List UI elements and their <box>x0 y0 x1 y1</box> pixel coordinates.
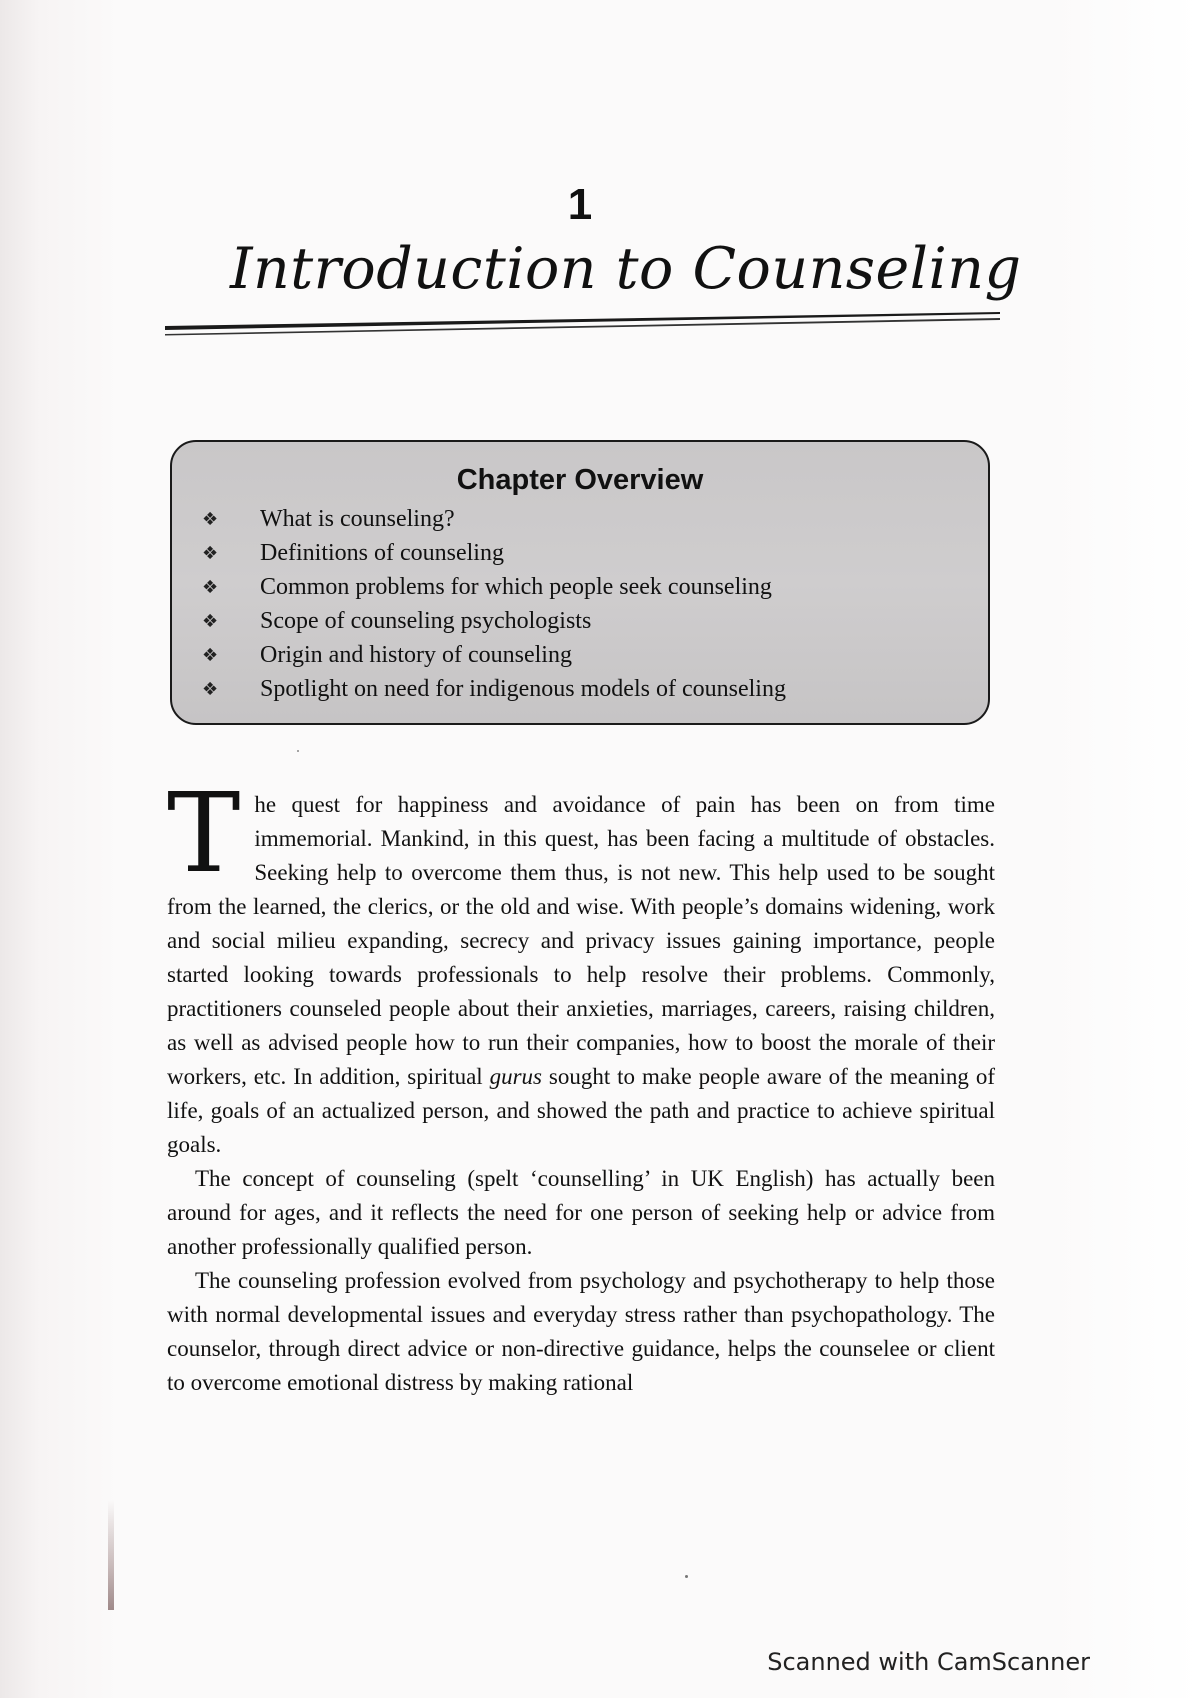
scan-speck <box>297 750 299 752</box>
overview-item-text: What is counseling? <box>260 505 455 532</box>
drop-cap: T <box>167 769 241 897</box>
paragraph-1 <box>167 769 996 1162</box>
paragraph-2: The concept of counseling (spelt ‘counselling’ in UK English) has actually been around for ages, and it reflects the need for one person of seeking help or advice from another professionally qualified person. <box>167 1166 995 1259</box>
overview-item-text: Scope of counseling psychologists <box>260 607 592 634</box>
body-text <box>167 769 996 1400</box>
paragraph-3: The counseling profession evolved from psychology and psychotherapy to help those with normal developmental issues and everyday stress rather than psychopathology. The counselor, through direct advice or non-directive guidance, helps the counselee or client to overcome emotional distress by making rational <box>167 1268 995 1395</box>
overview-item-text: Origin and history of counseling <box>260 641 572 668</box>
diamond-bullet-icon: ❖ <box>202 542 219 564</box>
diamond-bullet-icon: ❖ <box>202 678 219 700</box>
title-underline-rule <box>165 300 1000 340</box>
overview-item-text: Common problems for which people seek counseling <box>260 573 772 600</box>
overview-item-text: Spotlight on need for indigenous models of counseling <box>260 675 786 702</box>
overview-item <box>202 672 786 706</box>
scanner-watermark: Scanned with CamScanner <box>767 1648 1090 1676</box>
paragraph-1-text-b: sought to make people aware of the meaning of life, goals of an actualized person, and showed the path and practice to achieve spiritual goals. <box>167 1064 996 1157</box>
chapter-overview-box <box>170 440 990 725</box>
overview-item <box>202 502 786 536</box>
chapter-overview-list <box>202 502 786 706</box>
overview-item <box>202 570 786 604</box>
diamond-bullet-icon: ❖ <box>202 508 219 530</box>
diamond-bullet-icon: ❖ <box>202 610 219 632</box>
chapter-title: Introduction to Counseling <box>230 236 1022 302</box>
overview-item-text: Definitions of counseling <box>260 539 504 566</box>
chapter-number: 1 <box>567 180 593 229</box>
paragraph-1-italic: gurus <box>489 1064 542 1089</box>
overview-item <box>202 536 786 570</box>
diamond-bullet-icon: ❖ <box>202 644 219 666</box>
diamond-bullet-icon: ❖ <box>202 576 219 598</box>
scan-speck <box>685 1575 688 1578</box>
chapter-overview-heading: Chapter Overview <box>456 464 704 496</box>
page-edge-shadow <box>108 1500 114 1610</box>
paragraph-1-text-a: he quest for happiness and avoidance of pain has been on from time immemorial. Mankind, in this quest, has been facing a multitude of obstacles. Seeking help to overcome them thus, is not new. This help used to be sought from the learned, the clerics, or the old and wise. With people’s domains widening, work and social milieu expanding, secrecy and privacy issues gaining importance, people started looking towards professionals to help resolve their problems. Commonly, practitioners counseled people about their anxieties, marriages, careers, raising children, as well as advised people how to run their companies, how to boost the morale of their workers, etc. In addition, spiritual <box>167 792 995 1089</box>
overview-item <box>202 638 786 672</box>
overview-item <box>202 604 786 638</box>
